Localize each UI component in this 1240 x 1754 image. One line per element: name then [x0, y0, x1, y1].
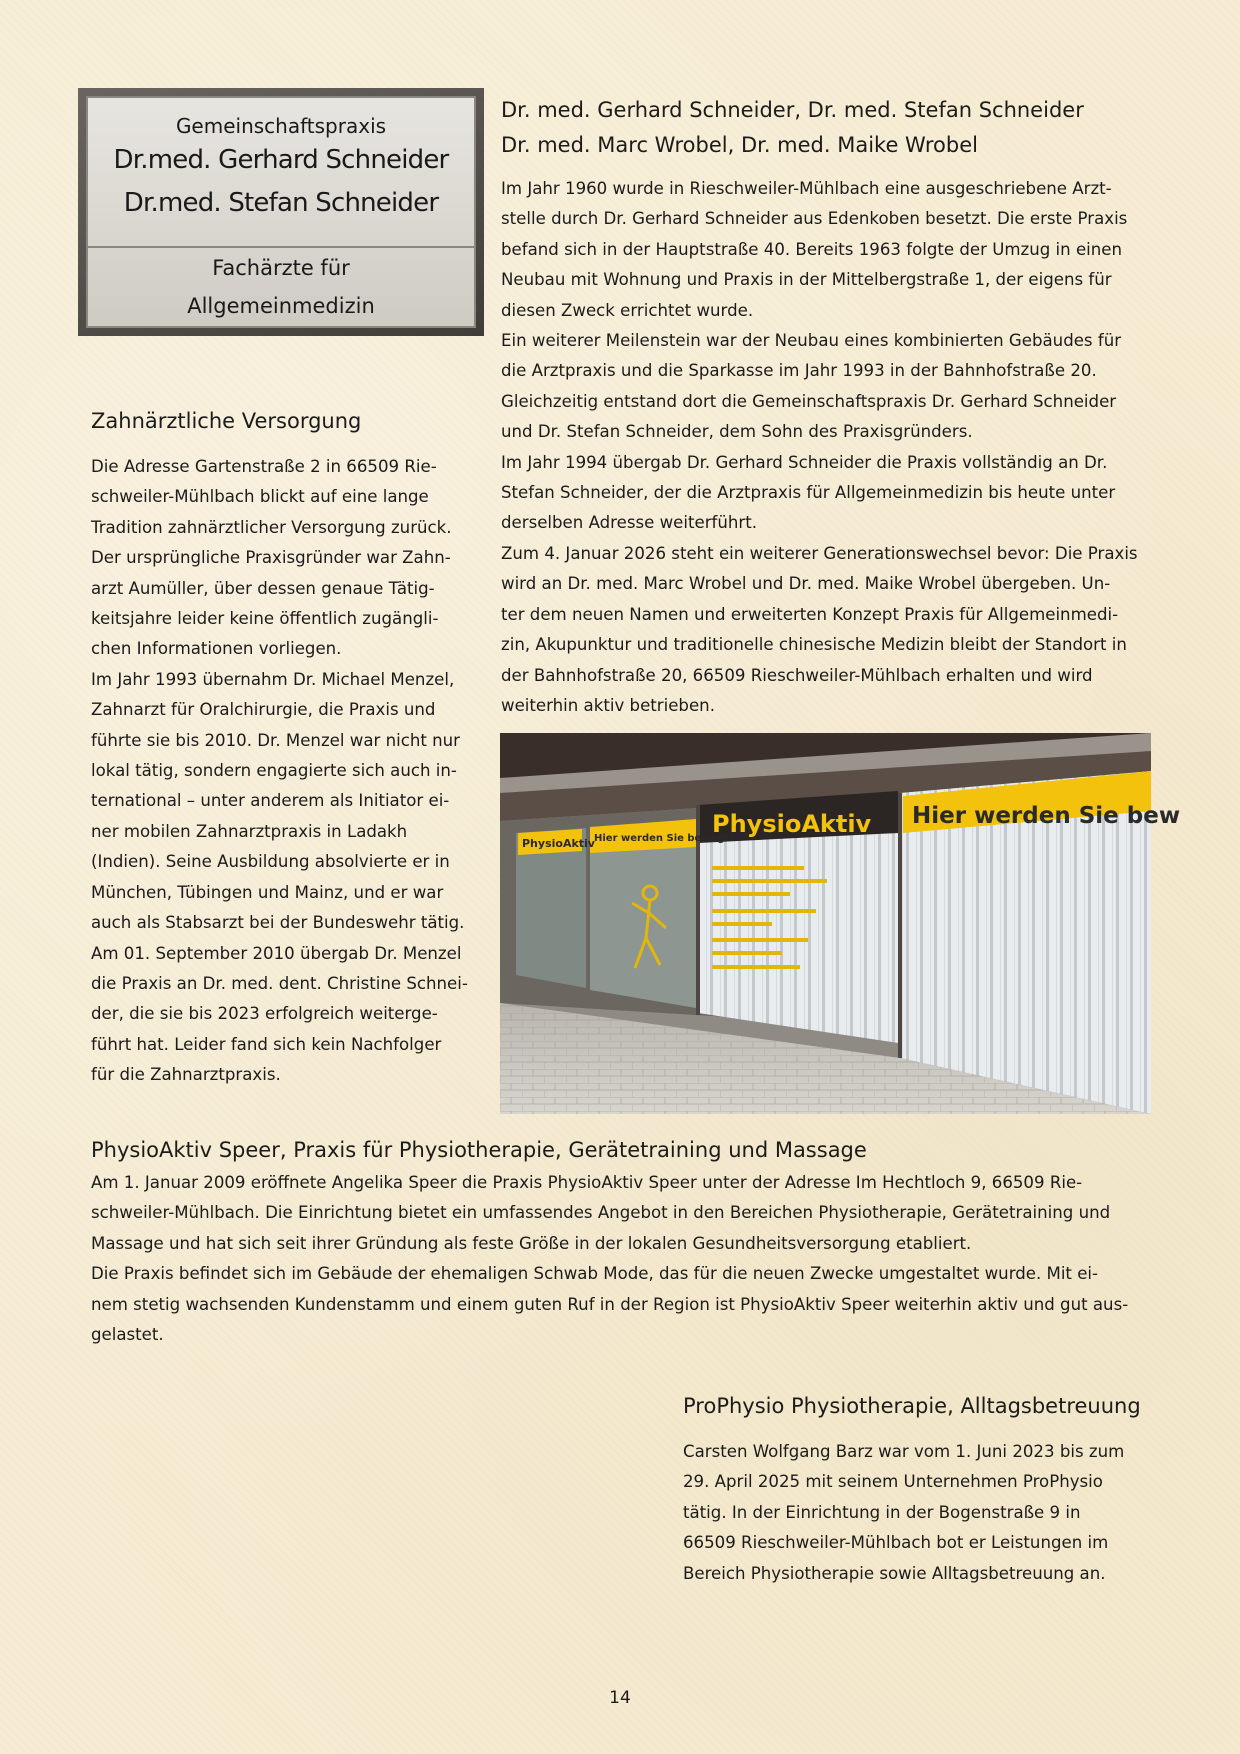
middle-window-blinds [698, 813, 898, 1043]
text-line: nem stetig wachsenden Kundenstamm und einem guten Ruf in der Region ist PhysioAktiv Speer weiterhin aktiv und gut aus- [91, 1294, 1129, 1314]
text-line: ner mobilen Zahnarztpraxis in Ladakh [91, 821, 408, 841]
text-line: für die Zahnarztpraxis. [91, 1065, 281, 1085]
text-line: Gleichzeitig entstand dort die Gemeinschaftspraxis Dr. Gerhard Schneider [501, 391, 1117, 411]
text-line: befand sich in der Hauptstraße 40. Bereits 1963 folgte der Umzug in einen [501, 239, 1123, 259]
sign-line-2: Dr.med. Gerhard Schneider [113, 145, 449, 175]
text-line: Am 01. September 2010 übergab Dr. Menzel [91, 943, 462, 963]
practice-title-line-2: Dr. med. Marc Wrobel, Dr. med. Maike Wrobel [501, 133, 978, 157]
text-line: Zahnarzt für Oralchirurgie, die Praxis und [91, 700, 436, 720]
text-line: weiterhin aktiv betrieben. [501, 695, 715, 715]
text-line: ternational – unter anderem als Initiator ei- [91, 791, 450, 811]
text-line: Die Adresse Gartenstraße 2 in 66509 Rie- [91, 457, 437, 476]
sign-line-3: Dr.med. Stefan Schneider [123, 188, 439, 218]
text-line: Massage und hat sich seit ihrer Gründung als feste Größe in der lokalen Gesundheitsversorgung etabliert. [91, 1233, 972, 1253]
text-line: Die Praxis befindet sich im Gebäude der ehemaligen Schwab Mode, das für die neuen Zwecke umgestaltet wurde. Mit ei- [91, 1264, 1099, 1284]
prophysio-body [683, 1437, 1153, 1589]
text-line: der Bahnhofstraße 20, 66509 Rieschweiler-Mühlbach erhalten und wird [501, 665, 1093, 685]
text-line: Im Jahr 1993 übernahm Dr. Michael Menzel, [91, 669, 455, 689]
text-line: Im Jahr 1994 übergab Dr. Gerhard Schneider die Praxis vollständig an Dr. [501, 452, 1108, 472]
physio-title: PhysioAktiv Speer, Praxis für Physiotherapie, Gerätetraining und Massage [91, 1138, 867, 1162]
text-line: zin, Akupunktur und traditionelle chinesische Medizin bleibt der Standort in [501, 635, 1127, 655]
text-line: gelastet. [91, 1325, 164, 1345]
dental-title: Zahnärztliche Versorgung [91, 409, 362, 433]
text-line: diesen Zweck errichtet wurde. [501, 300, 754, 320]
sign-line-5: Allgemeinmedizin [187, 294, 375, 318]
main-sign-text: PhysioAktiv [712, 810, 872, 838]
prophysio-title: ProPhysio Physiotherapie, Alltagsbetreuung [683, 1394, 1141, 1418]
text-line: führte sie bis 2010. Dr. Menzel war nicht nur [91, 730, 460, 750]
page-number: 14 [609, 1688, 631, 1708]
text-line: arzt Aumüller, über dessen genaue Tätig- [91, 578, 435, 598]
text-line: wird an Dr. med. Marc Wrobel und Dr. med. Maike Wrobel übergeben. Un- [501, 574, 1111, 594]
small-sign-text: PhysioAktiv [522, 837, 595, 850]
text-line: Ein weiterer Meilenstein war der Neubau eines kombinierten Gebäudes für [501, 331, 1122, 351]
text-line: Neubau mit Wohnung und Praxis in der Mittelbergstraße 1, der eigens für [501, 270, 1112, 290]
text-line: Der ursprüngliche Praxisgründer war Zahn- [91, 548, 451, 568]
text-line: München, Tübingen und Mainz, und er war [91, 882, 444, 902]
sign-plate [86, 96, 476, 328]
small-slogan-text: Hier werden Sie bewegt! [594, 833, 734, 844]
text-line: schweiler-Mühlbach. Die Einrichtung bietet ein umfassendes Angebot in den Bereichen Physiotherapie, Gerätetraining und [91, 1203, 1111, 1223]
practice-sign-photo [78, 88, 484, 336]
sign-line-1: Gemeinschaftspraxis [175, 114, 387, 138]
text-line: keitsjahre leider keine öffentlich zugängli- [91, 609, 439, 629]
practice-body [501, 174, 1161, 721]
practice-section [501, 93, 1156, 163]
text-line: der, die sie bis 2023 erfolgreich weiterge- [91, 1004, 438, 1024]
text-line: lokal tätig, sondern engagierte sich auch in- [91, 761, 457, 781]
text-line: Tradition zahnärztlicher Versorgung zurück. [91, 517, 452, 537]
text-line: schweiler-Mühlbach blickt auf eine lange [91, 487, 429, 507]
physioaktiv-storefront-photo [500, 733, 1181, 1114]
text-line: Stefan Schneider, der die Arztpraxis für Allgemeinmedizin bis heute unter [501, 483, 1116, 503]
text-line: 66509 Rieschweiler-Mühlbach bot er Leistungen im [683, 1533, 1109, 1553]
text-line: und Dr. Stefan Schneider, dem Sohn des Praxisgründers. [501, 422, 973, 442]
sign-divider [88, 246, 474, 248]
text-line: führt hat. Leider fand sich kein Nachfolger [91, 1034, 442, 1054]
text-line: stelle durch Dr. Gerhard Schneider aus Edenkoben besetzt. Die erste Praxis [501, 209, 1128, 229]
text-line: derselben Adresse weiterführt. [501, 513, 758, 533]
text-line: die Praxis an Dr. med. dent. Christine Schnei- [91, 973, 468, 993]
text-line: (Indien). Seine Ausbildung absolvierte er in [91, 852, 450, 872]
text-line: ter dem neuen Namen und erweiterten Konzept Praxis für Allgemeinmedi- [501, 604, 1119, 624]
banner-text: Hier werden Sie bew [912, 803, 1181, 829]
physio-body [91, 1168, 1151, 1350]
text-line: Zum 4. Januar 2026 steht ein weiterer Generationswechsel bevor: Die Praxis [501, 543, 1138, 563]
text-line: Carsten Wolfgang Barz war vom 1. Juni 2023 bis zum [683, 1442, 1125, 1461]
text-line: tätig. In der Einrichtung in der Bogenstraße 9 in [683, 1502, 1081, 1522]
text-line: chen Informationen vorliegen. [91, 639, 342, 659]
text-line: 29. April 2025 mit seinem Unternehmen ProPhysio [683, 1472, 1103, 1492]
text-line: Am 1. Januar 2009 eröffnete Angelika Speer die Praxis PhysioAktiv Speer unter der Adresse Im Hechtloch 9, 66509 Rie- [91, 1173, 1083, 1192]
text-line: auch als Stabsarzt bei der Bundeswehr tätig. [91, 913, 465, 933]
text-line: Im Jahr 1960 wurde in Rieschweiler-Mühlbach eine ausgeschriebene Arzt- [501, 179, 1112, 198]
sign-line-4: Fachärzte für [212, 256, 350, 280]
text-line: Bereich Physiotherapie sowie Alltagsbetreuung an. [683, 1563, 1106, 1583]
text-line: die Arztpraxis und die Sparkasse im Jahr 1993 in der Bahnhofstraße 20. [501, 361, 1097, 381]
practice-title-line-1: Dr. med. Gerhard Schneider, Dr. med. Stefan Schneider [501, 98, 1084, 122]
dental-body [91, 452, 486, 1091]
